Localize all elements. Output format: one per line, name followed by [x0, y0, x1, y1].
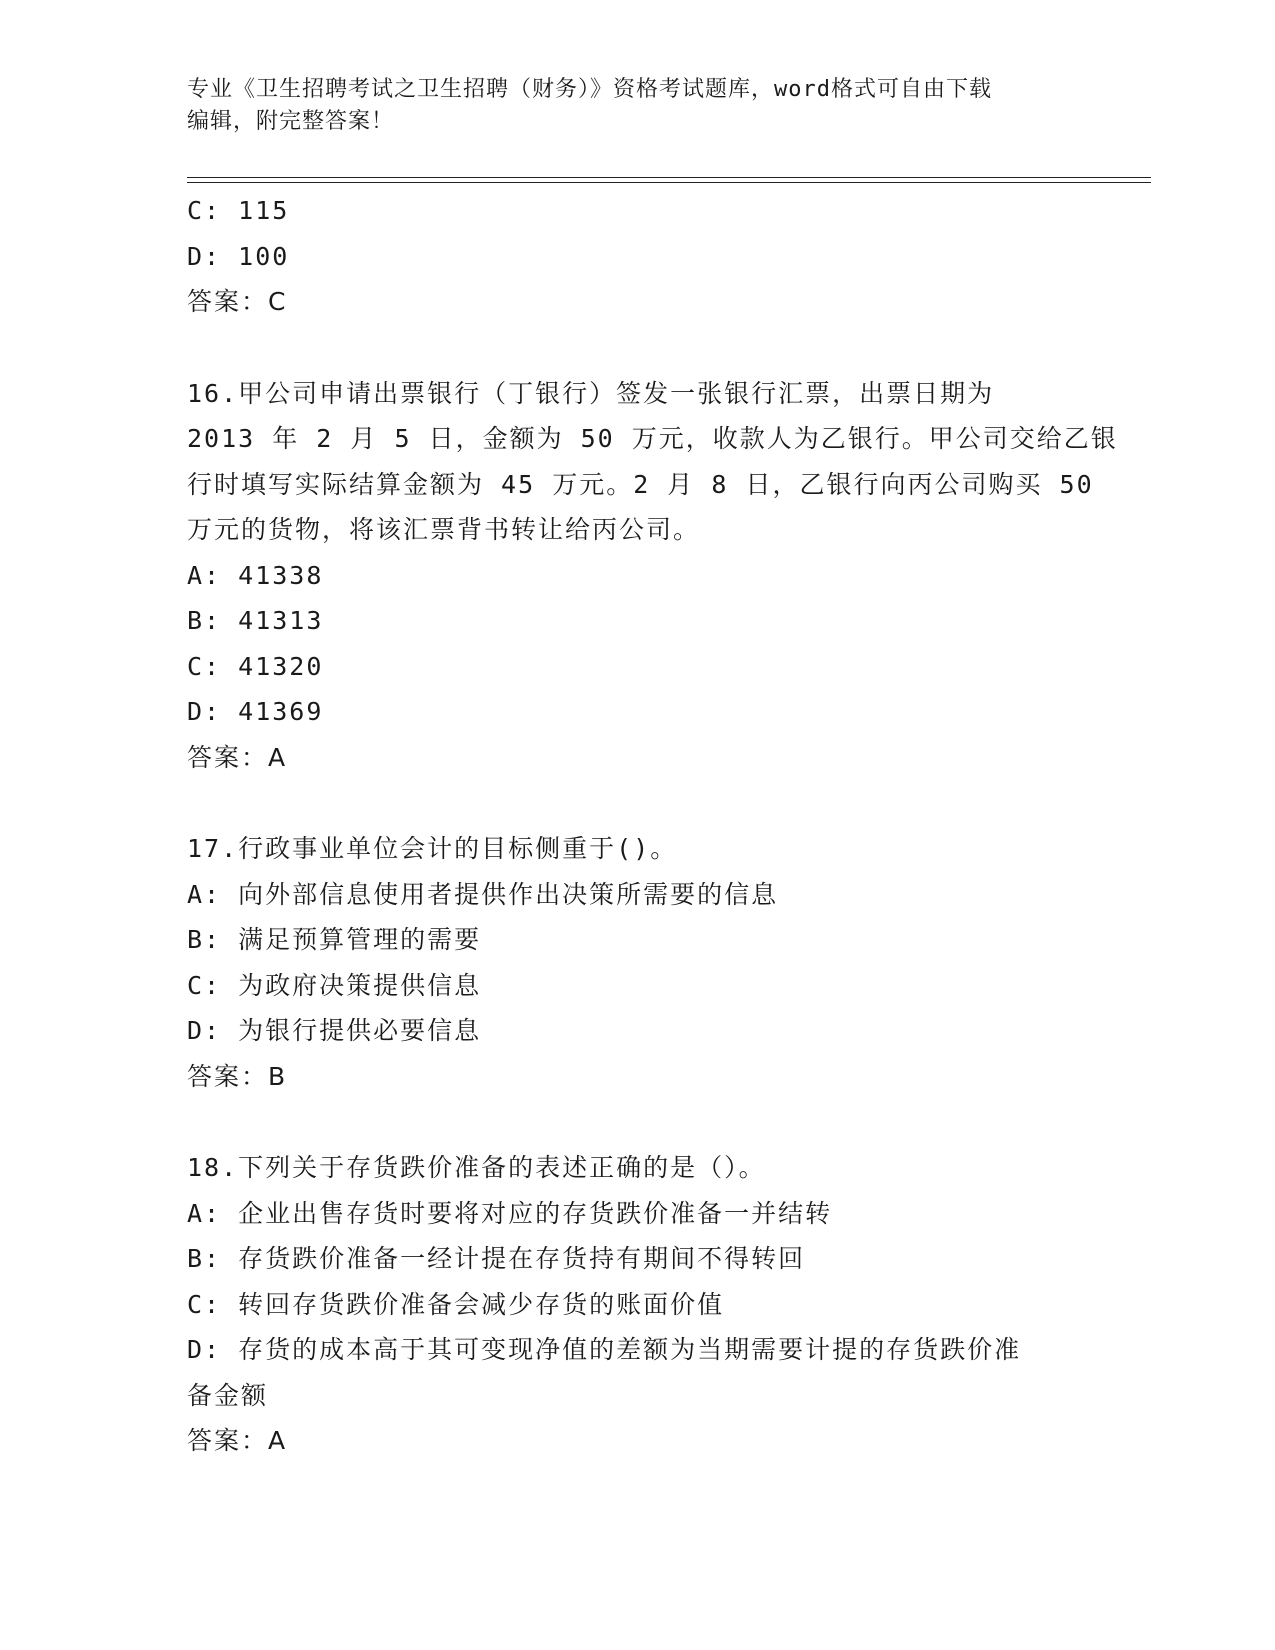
document-header	[187, 74, 1067, 138]
header-divider-top	[187, 177, 1151, 178]
header-line-1: 专业《卫生招聘考试之卫生招聘（财务）》资格考试题库，word格式可自由下载	[187, 77, 992, 102]
answer-label: 答案：A	[187, 742, 288, 772]
question-text-line: 万元的货物，将该汇票背书转让给丙公司。	[187, 515, 701, 544]
option-d: D: 存货的成本高于其可变现净值的差额为当期需要计提的存货跌价准	[187, 1335, 1022, 1364]
answer-label: 答案：B	[187, 1061, 288, 1091]
option-a: A: 41338	[187, 560, 324, 590]
question-spacer	[187, 325, 1087, 371]
option-d: D: 为银行提供必要信息	[187, 1016, 482, 1045]
option-a: A: 企业出售存货时要将对应的存货跌价准备一并结转	[187, 1198, 833, 1228]
option-d: D: 100	[187, 241, 290, 271]
option-c: C: 115	[187, 196, 290, 225]
answer-label: 答案：A	[187, 1426, 288, 1455]
option-c: C: 为政府决策提供信息	[187, 970, 482, 1000]
answer-label: 答案：C	[187, 287, 288, 316]
question-spacer	[187, 780, 1087, 826]
question-18	[187, 1145, 1087, 1464]
question-17	[187, 826, 1087, 1099]
option-d-continuation: 备金额	[187, 1380, 269, 1410]
option-c: C: 41320	[187, 651, 324, 681]
option-d: D: 41369	[187, 697, 324, 726]
header-divider-bottom	[187, 182, 1151, 183]
question-15-tail	[187, 188, 1087, 325]
question-text-line: 17.行政事业单位会计的目标侧重于()。	[187, 834, 678, 863]
option-b: B: 41313	[187, 606, 324, 635]
question-16	[187, 371, 1118, 781]
question-spacer	[187, 1099, 1087, 1145]
option-b: B: 存货跌价准备一经计提在存货持有期间不得转回	[187, 1244, 806, 1273]
header-line-2: 编辑，附完整答案！	[187, 109, 395, 134]
option-a: A: 向外部信息使用者提供作出决策所需要的信息	[187, 879, 779, 909]
question-list	[187, 188, 1118, 1464]
question-text-line: 行时填写实际结算金额为 45 万元。2 月 8 日，乙银行向丙公司购买 50	[187, 469, 1094, 499]
question-text-line: 18.下列关于存货跌价准备的表述正确的是（）。	[187, 1153, 766, 1182]
question-text-line: 2013 年 2 月 5 日，金额为 50 万元，收款人为乙银行。甲公司交给乙银	[187, 424, 1118, 453]
option-c: C: 转回存货跌价准备会减少存货的账面价值	[187, 1289, 725, 1319]
question-text-line: 16.甲公司申请出票银行（丁银行）签发一张银行汇票，出票日期为	[187, 378, 995, 408]
option-b: B: 满足预算管理的需要	[187, 925, 482, 954]
